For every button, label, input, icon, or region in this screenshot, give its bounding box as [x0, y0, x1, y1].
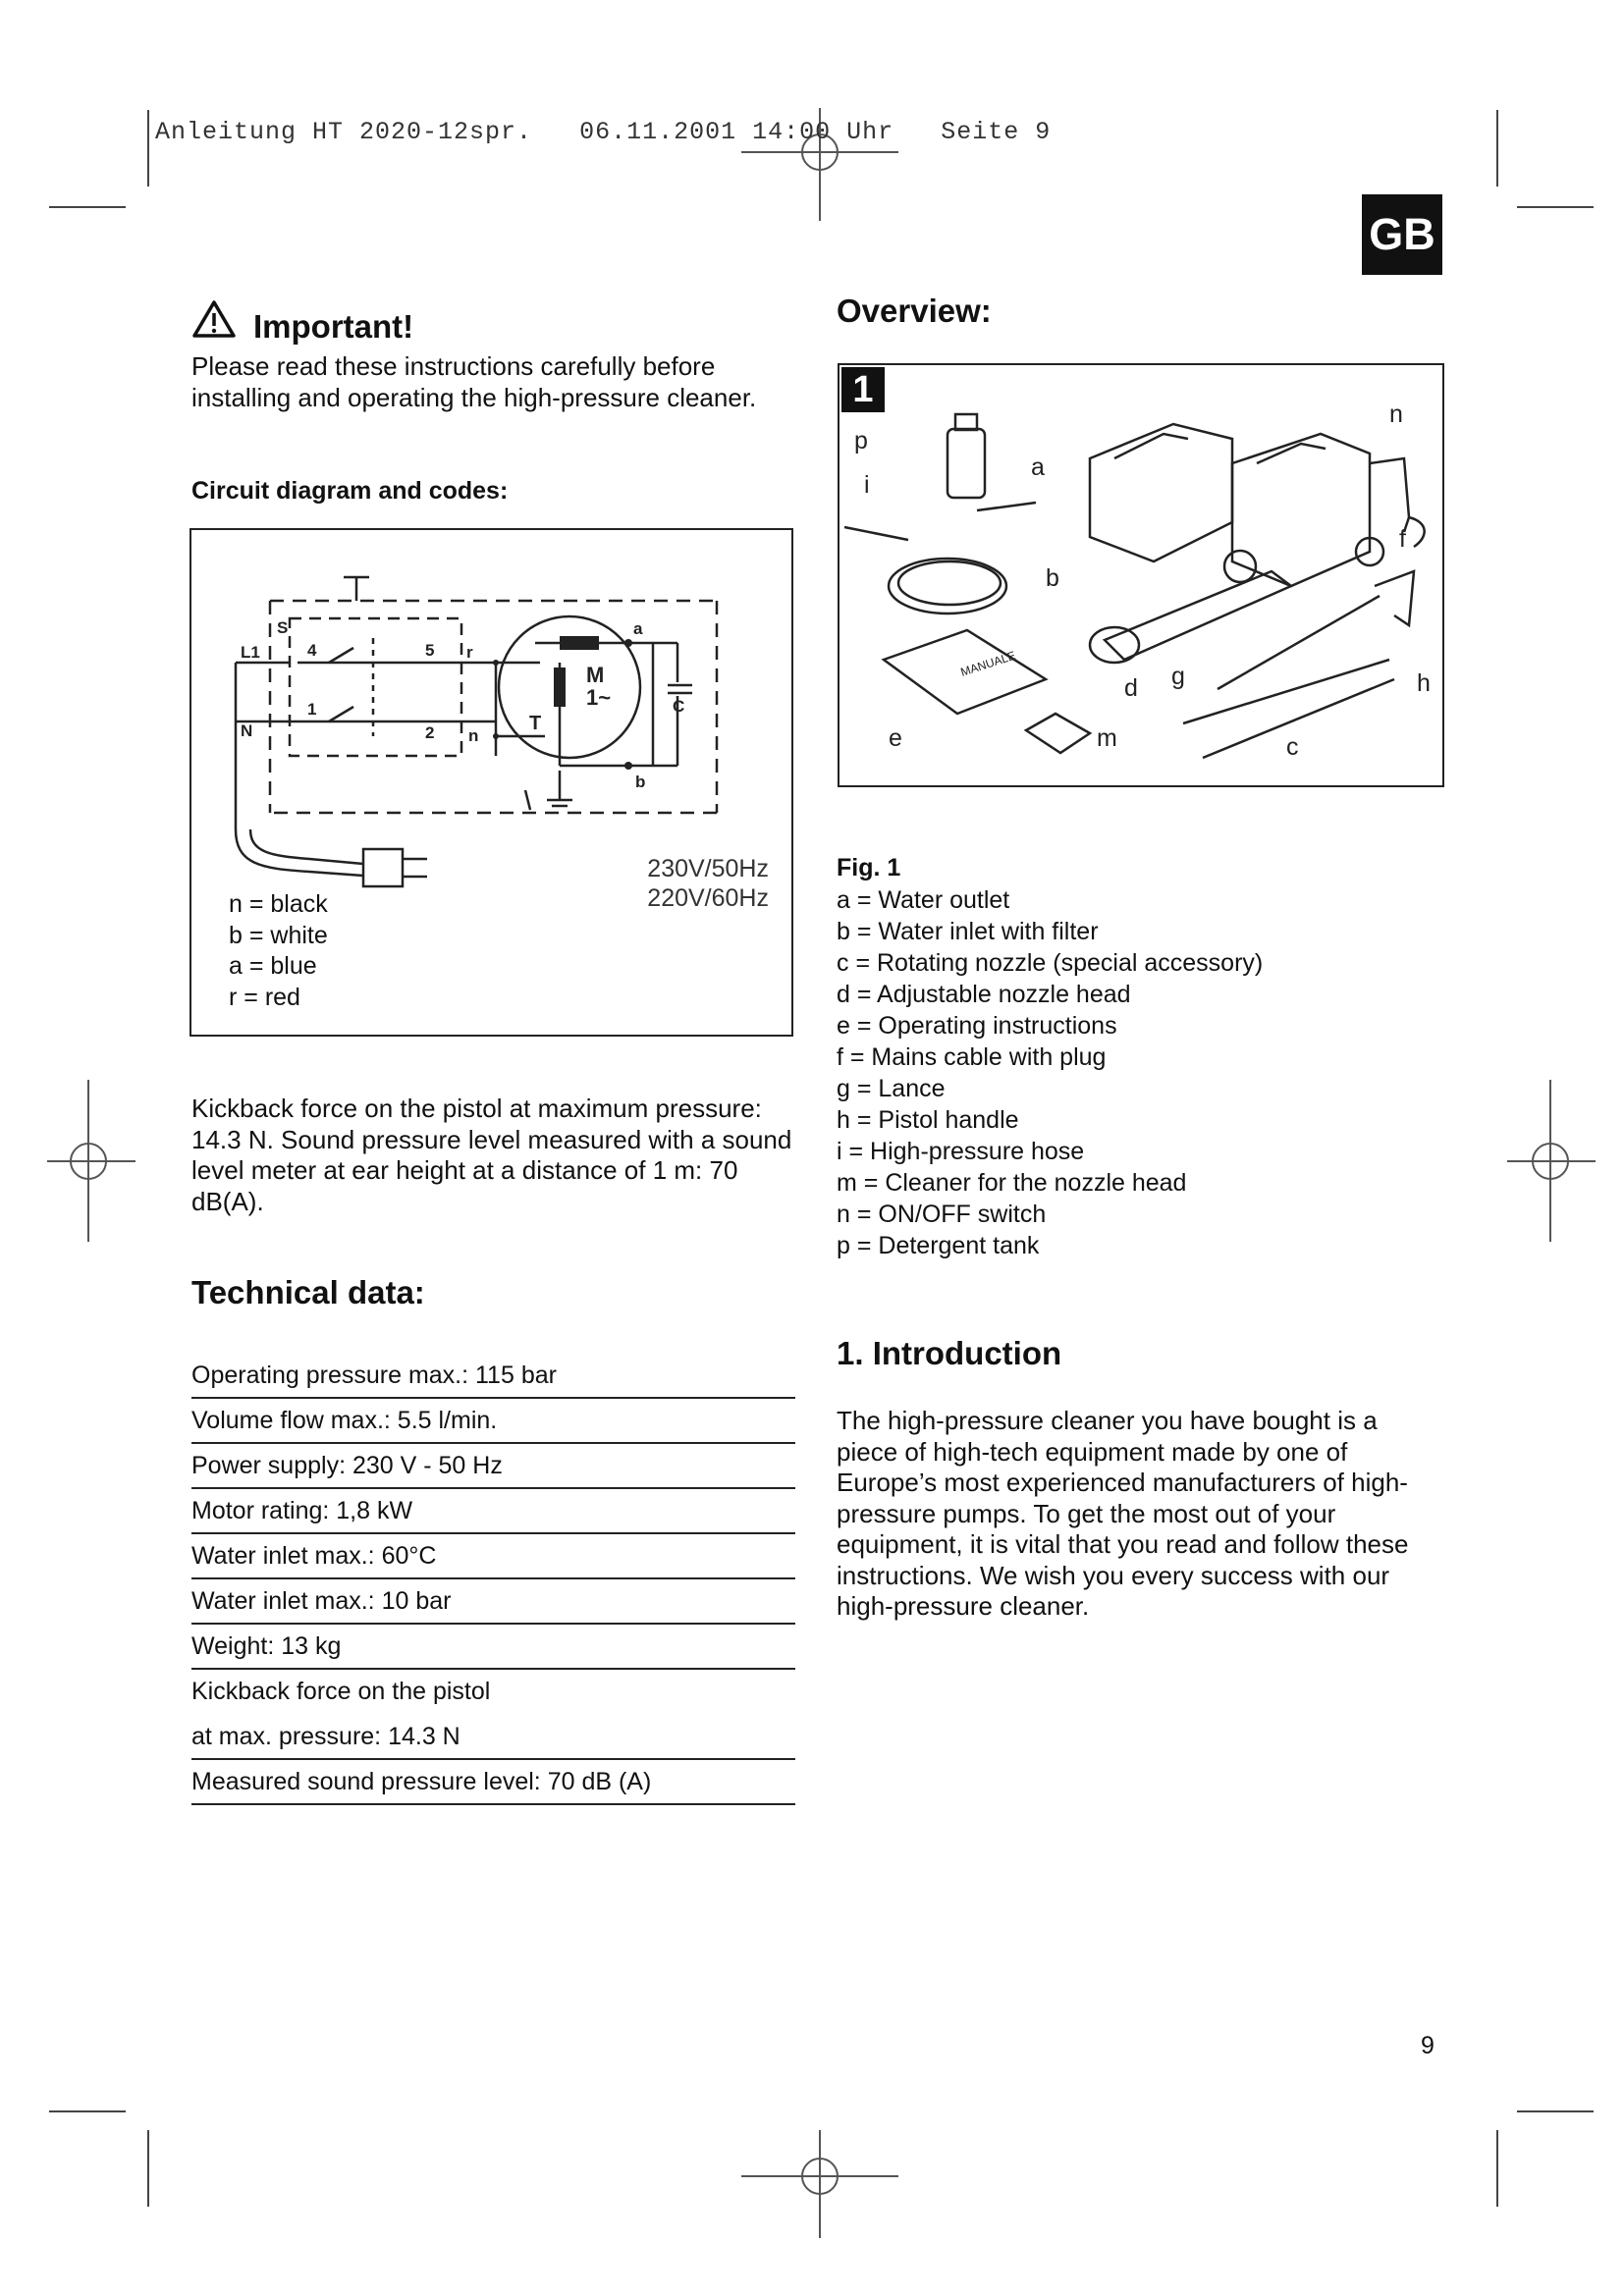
code-black: n = black: [229, 890, 328, 918]
label-t: T: [529, 713, 542, 734]
tech-row: Motor rating: 1,8 kW: [191, 1489, 795, 1534]
label-motor: M: [586, 663, 605, 687]
tech-row: Operating pressure max.: 115 bar: [191, 1354, 795, 1399]
label-m: m: [1097, 724, 1117, 752]
label-2: 2: [425, 723, 435, 742]
label-b: b: [1046, 564, 1059, 592]
tech-row: Measured sound pressure level: 70 dB (A): [191, 1760, 795, 1805]
label-s: S: [277, 618, 289, 637]
label-a: a: [1031, 454, 1045, 481]
registration-mark: [741, 2125, 898, 2243]
crop-mark: [49, 2110, 126, 2112]
label-g: g: [1171, 663, 1185, 690]
warning-icon: [191, 299, 237, 339]
tech-row: Power supply: 230 V - 50 Hz: [191, 1444, 795, 1489]
label-r: r: [466, 643, 473, 662]
label-4: 4: [307, 641, 317, 660]
crop-mark: [1517, 2110, 1594, 2112]
label-1: 1: [307, 700, 317, 719]
label-e: e: [889, 724, 902, 752]
label-n: n: [1389, 400, 1403, 428]
registration-mark: [1507, 1080, 1596, 1242]
introduction-heading: 1. Introduction: [837, 1335, 1062, 1371]
page-number: 9: [1421, 2032, 1435, 2059]
legend-item: c = Rotating nozzle (special accessory): [837, 949, 1264, 977]
legend-item: i = High-pressure hose: [837, 1138, 1085, 1165]
legend-item: e = Operating instructions: [837, 1012, 1117, 1040]
label-n-term: N: [241, 721, 253, 740]
label-f: f: [1399, 525, 1406, 553]
legend-item: g = Lance: [837, 1075, 946, 1102]
tech-row: Water inlet max.: 60°C: [191, 1534, 795, 1579]
important-text: Please read these instructions carefully before installing and operating the high-pressure cleaner.: [191, 351, 757, 412]
print-slug: [155, 118, 1051, 146]
important-title: Important!: [253, 308, 414, 345]
tech-row: Weight: 13 kg: [191, 1625, 795, 1670]
label-b: b: [635, 773, 646, 791]
legend-item: a = Water outlet: [837, 886, 1010, 914]
circuit-heading: Circuit diagram and codes:: [191, 477, 509, 505]
frequency-220: 220V/60Hz: [647, 884, 769, 912]
crop-mark: [1496, 110, 1498, 187]
fig-caption: Fig. 1: [837, 854, 901, 881]
legend-item: n = ON/OFF switch: [837, 1201, 1047, 1228]
wire-codes: [229, 889, 328, 1013]
label-phase: 1~: [586, 685, 612, 710]
slug-time-suffix: Uhr: [846, 118, 894, 146]
registration-mark: [47, 1080, 135, 1242]
label-p: p: [854, 427, 868, 454]
slug-date: 06.11.2001: [579, 118, 737, 146]
product-illustration: [839, 365, 1442, 785]
frequency-block: [604, 854, 769, 913]
slug-time: 14:00: [752, 118, 832, 146]
booklet-text: MANUALE: [958, 648, 1018, 679]
legend-item: p = Detergent tank: [837, 1232, 1040, 1259]
circuit-diagram: [189, 528, 793, 1037]
legend-item: d = Adjustable nozzle head: [837, 981, 1131, 1008]
legend-item: m = Cleaner for the nozzle head: [837, 1169, 1187, 1197]
code-white: b = white: [229, 921, 328, 949]
label-5: 5: [425, 641, 435, 660]
label-d: d: [1124, 674, 1138, 702]
introduction-text: The high-pressure cleaner you have bought is a piece of high-tech equipment made by one of Europe’s most experienced manufacturers of high-pressure pumps. To get the most out of your equipment, it is vital that you read and follow these instructions. We wish you every success with our high-pressure cleaner.: [837, 1406, 1409, 1621]
kickback-text: Kickback force on the pistol at maximum pressure: 14.3 N. Sound pressure level measured with a sound level meter at ear height at a distance of 1 m: 70 dB(A).: [191, 1094, 792, 1216]
label-c: C: [673, 697, 685, 716]
overview-heading: Overview:: [837, 293, 992, 329]
legend-item: b = Water inlet with filter: [837, 918, 1099, 945]
label-n: n: [468, 726, 479, 745]
label-h: h: [1417, 669, 1431, 697]
language-badge: GB: [1362, 194, 1442, 275]
crop-mark: [1517, 206, 1594, 208]
figure-number: 1: [841, 367, 885, 412]
slug-page: Seite 9: [941, 118, 1052, 146]
tech-row: Water inlet max.: 10 bar: [191, 1579, 795, 1625]
crop-mark: [147, 110, 149, 187]
tech-row: at max. pressure: 14.3 N: [191, 1715, 795, 1760]
label-a: a: [633, 619, 643, 638]
legend-item: h = Pistol handle: [837, 1106, 1019, 1134]
tech-row: Volume flow max.: 5.5 l/min.: [191, 1399, 795, 1444]
code-red: r = red: [229, 983, 300, 1011]
code-blue: a = blue: [229, 952, 317, 980]
label-i: i: [864, 471, 870, 499]
technical-heading: Technical data:: [191, 1274, 425, 1310]
crop-mark: [147, 2130, 149, 2207]
tech-row: Kickback force on the pistol: [191, 1678, 491, 1705]
label-l1: L1: [241, 643, 260, 662]
overview-figure: [838, 363, 1444, 787]
legend-item: f = Mains cable with plug: [837, 1043, 1107, 1071]
fig-legend: [837, 884, 1445, 1261]
frequency-230: 230V/50Hz: [647, 855, 769, 882]
label-c: c: [1286, 733, 1299, 761]
slug-file: Anleitung HT 2020-12spr.: [155, 118, 533, 146]
crop-mark: [49, 206, 126, 208]
crop-mark: [1496, 2130, 1498, 2207]
